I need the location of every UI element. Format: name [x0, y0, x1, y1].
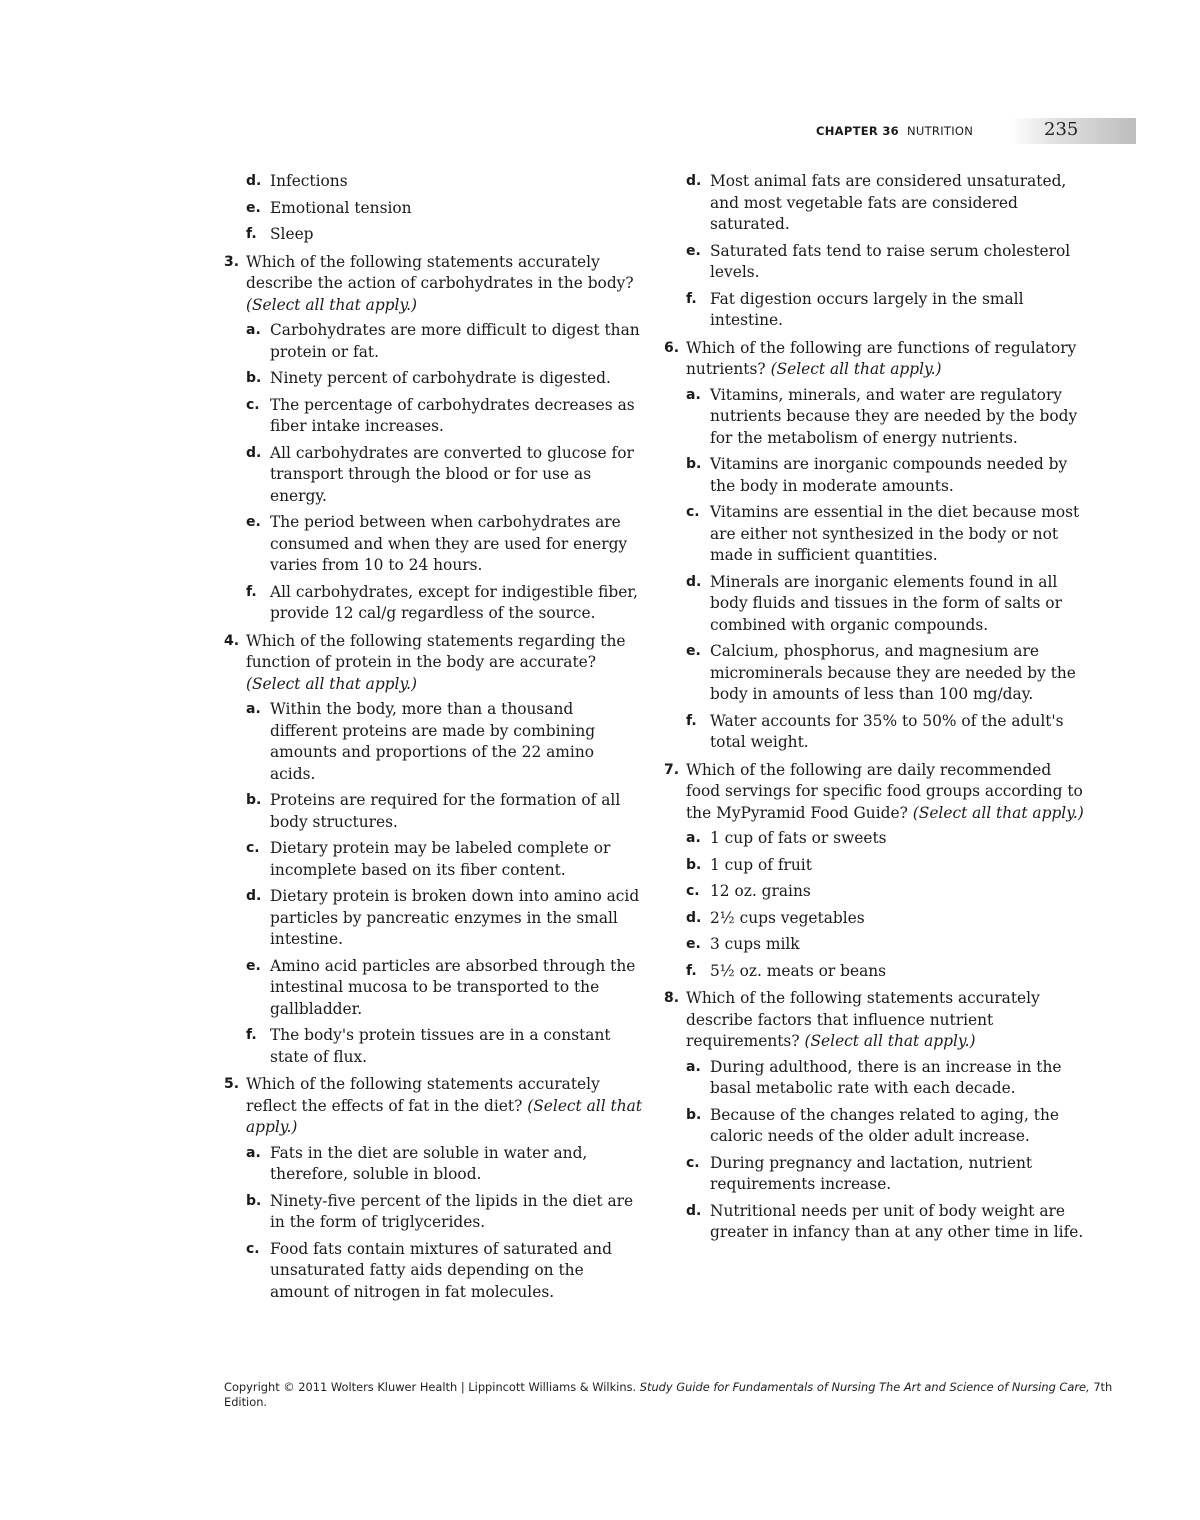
option — [224, 956, 644, 1021]
option — [664, 1105, 1084, 1148]
option-text: 1 cup of fruit — [710, 855, 812, 874]
option-letter: f. — [686, 712, 697, 729]
option-letter: e. — [246, 199, 261, 216]
option-letter: e. — [246, 957, 261, 974]
question-instruction: (Select all that apply.) — [246, 1096, 642, 1136]
option-text: Amino acid particles are absorbed through the intestinal mucosa to be transported to the gallbladder. — [270, 956, 636, 1018]
option — [224, 838, 644, 881]
option — [664, 502, 1084, 567]
option-text: During adulthood, there is an increase in the basal metabolic rate with each decade. — [710, 1057, 1062, 1097]
option-letter: f. — [686, 290, 697, 307]
option — [224, 699, 644, 785]
question-stem: Which of the following statements accurately describe the action of carbohydrates in the body? — [246, 252, 634, 292]
option-text: Infections — [270, 172, 348, 190]
copyright-footer — [224, 1380, 1124, 1410]
option — [224, 1239, 644, 1304]
question-number: 8. — [664, 990, 680, 1006]
question-stem: Which of the following are functions of regulatory nutrients? — [686, 338, 1077, 378]
option — [224, 395, 644, 438]
option-letter: a. — [686, 830, 701, 846]
option-text: Fats in the diet are soluble in water and, therefore, soluble in blood. — [270, 1143, 588, 1183]
option — [664, 881, 1084, 903]
question-stem: Which of the following statements regarding the function of protein in the body are accurate? — [246, 631, 626, 671]
option — [664, 1153, 1084, 1196]
option — [664, 171, 1084, 236]
option — [224, 1191, 644, 1234]
q2-tail-options — [224, 171, 644, 246]
question-number: 7. — [664, 761, 680, 778]
option-letter: f. — [246, 583, 257, 600]
option-text: Vitamins, minerals, and water are regulatory nutrients because they are needed by the body for the metabolism of energy nutrients. — [710, 385, 1078, 447]
question-instruction: (Select all that apply.) — [912, 803, 1084, 822]
option — [664, 241, 1084, 284]
option-letter: e. — [246, 514, 261, 530]
option — [664, 828, 1084, 850]
option — [224, 886, 644, 951]
option-letter: c. — [686, 504, 700, 520]
question-4 — [224, 631, 644, 696]
option — [224, 443, 644, 508]
option-letter: f. — [686, 962, 697, 979]
option — [664, 641, 1084, 706]
option — [664, 1201, 1084, 1244]
option-letter: b. — [686, 1106, 702, 1123]
page-number: 235 — [1044, 119, 1079, 140]
option-text: Proteins are required for the formation of all body structures. — [270, 791, 621, 831]
option — [664, 289, 1084, 332]
option-text: Dietary protein is broken down into amino acid particles by pancreatic enzymes in the small intestine. — [270, 887, 640, 948]
option-letter: d. — [686, 1202, 702, 1219]
option-letter: a. — [246, 701, 261, 717]
option-text: Minerals are inorganic elements found in all body fluids and tissues in the form of salts or combined with organic compounds. — [710, 572, 1062, 634]
option — [224, 1025, 644, 1068]
question-stem: Which of the following are daily recommended food servings for specific food groups according to the MyPyramid Food Guide? — [686, 760, 1083, 822]
option-letter: b. — [246, 370, 262, 386]
option — [664, 572, 1084, 637]
option-letter: c. — [686, 1154, 700, 1171]
option-letter: c. — [246, 396, 260, 413]
option-letter: b. — [686, 856, 702, 873]
option-letter: d. — [686, 909, 702, 926]
option-text: The body's protein tissues are in a constant state of flux. — [270, 1026, 611, 1066]
option — [664, 1057, 1084, 1100]
option-text: Nutritional needs per unit of body weight are greater in infancy than at any other time in life. — [710, 1201, 1084, 1241]
option — [664, 934, 1084, 956]
option-text: 12 oz. grains — [710, 882, 811, 900]
section-label: NUTRITION — [906, 124, 974, 138]
option-text: Saturated fats tend to raise serum cholesterol levels. — [710, 241, 1071, 281]
option-text: Calcium, phosphorus, and magnesium are microminerals because they are needed by the body in amounts of less than 100 mg/day. — [710, 642, 1076, 703]
option-text: 5½ oz. meats or beans — [710, 961, 887, 980]
left-column — [224, 171, 644, 1308]
option-letter: f. — [246, 226, 257, 242]
question-7 — [664, 760, 1084, 825]
option-letter: b. — [246, 1192, 262, 1209]
option — [224, 582, 644, 625]
option-text: Emotional tension — [270, 198, 412, 217]
chapter-heading — [816, 124, 973, 138]
option — [224, 512, 644, 577]
option-text: All carbohydrates, except for indigestible fiber, provide 12 cal/g regardless of the source. — [270, 582, 638, 622]
option-letter: d. — [246, 444, 262, 461]
option — [664, 855, 1084, 877]
option-letter: c. — [686, 883, 700, 899]
option — [224, 790, 644, 833]
option — [224, 171, 644, 193]
question-number: 3. — [224, 253, 240, 270]
question-number: 5. — [224, 1076, 240, 1092]
option — [664, 961, 1084, 983]
option-letter: e. — [686, 936, 701, 952]
option-text: Fat digestion occurs largely in the small intestine. — [710, 289, 1024, 329]
option-letter: a. — [246, 322, 261, 338]
option-text: Ninety percent of carbohydrate is digested. — [270, 369, 611, 387]
option-letter: d. — [686, 573, 702, 590]
option-text: Ninety-five percent of the lipids in the diet are in the form of triglycerides. — [270, 1191, 634, 1231]
question-8 — [664, 988, 1084, 1053]
book-title: Study Guide for Fundamentals of Nursing The Art and Science of Nursing Care, — [639, 1380, 1090, 1394]
question-3 — [224, 252, 644, 317]
option-text: 2½ cups vegetables — [710, 908, 865, 927]
option-letter: f. — [246, 1027, 257, 1043]
option-letter: b. — [246, 792, 262, 808]
option-text: 3 cups milk — [710, 935, 800, 953]
option-letter: c. — [246, 840, 260, 856]
copyright-text: Copyright © 2011 Wolters Kluwer Health | Lippincott Williams & Wilkins. — [224, 1380, 637, 1394]
option-letter: a. — [686, 1058, 701, 1075]
option-letter: a. — [246, 1144, 261, 1161]
option-text: All carbohydrates are converted to glucose for transport through the blood or for use as energy. — [270, 443, 634, 505]
option-letter: c. — [246, 1240, 260, 1257]
option-letter: d. — [686, 173, 702, 189]
option-letter: d. — [246, 173, 262, 189]
option-text: Carbohydrates are more difficult to digest than protein or fat. — [270, 321, 640, 361]
question-number: 4. — [224, 632, 240, 649]
question-stem: Which of the following statements accurately describe factors that influence nutrient requirements? — [686, 989, 1040, 1050]
option — [224, 320, 644, 363]
chapter-label: CHAPTER 36 — [816, 124, 899, 138]
option-text: Vitamins are essential in the diet because most are either not synthesized in the body or not made in sufficient quantities. — [710, 503, 1080, 564]
edition-text: 7th Edition. — [224, 1380, 1113, 1409]
question-5 — [224, 1074, 644, 1139]
option-text: Dietary protein may be labeled complete or incomplete based on its fiber content. — [270, 839, 611, 879]
option-text: Most animal fats are considered unsaturated, and most vegetable fats are considered saturated. — [710, 172, 1067, 233]
option — [664, 908, 1084, 930]
option-text: Within the body, more than a thousand different proteins are made by combining amounts and proportions of the 22 amino acids. — [270, 700, 596, 783]
option — [224, 224, 644, 246]
option — [664, 454, 1084, 497]
option-text: The percentage of carbohydrates decreases as fiber intake increases. — [270, 395, 635, 435]
option — [664, 385, 1084, 450]
question-number: 6. — [664, 339, 680, 356]
option-letter: d. — [246, 888, 262, 904]
option-letter: e. — [686, 643, 701, 659]
option-text: The period between when carbohydrates are consumed and when they are used for energy varies from 10 to 24 hours. — [270, 513, 628, 574]
question-stem: Which of the following statements accurately reflect the effects of fat in the diet? — [246, 1075, 600, 1115]
option-text: 1 cup of fats or sweets — [710, 829, 887, 847]
option — [664, 711, 1084, 754]
option — [224, 1143, 644, 1186]
question-instruction: (Select all that apply.) — [804, 1032, 976, 1050]
option-letter: e. — [686, 242, 701, 259]
option-text: Water accounts for 35% to 50% of the adult's total weight. — [710, 711, 1064, 751]
option-letter: b. — [686, 456, 702, 472]
option-letter: a. — [686, 386, 701, 403]
option-text: Food fats contain mixtures of saturated and unsaturated fatty aids depending on the amount of nitrogen in fat molecules. — [270, 1239, 612, 1301]
question-instruction: (Select all that apply.) — [246, 674, 417, 693]
option — [224, 198, 644, 220]
option-text: Because of the changes related to aging, the caloric needs of the older adult increase. — [710, 1105, 1059, 1145]
question-instruction: (Select all that apply.) — [246, 295, 417, 314]
right-column — [664, 171, 1084, 1249]
option-text: Vitamins are inorganic compounds needed by the body in moderate amounts. — [710, 455, 1068, 495]
option-text: Sleep — [270, 225, 314, 243]
question-6 — [664, 338, 1084, 381]
option — [224, 368, 644, 390]
running-header — [0, 118, 1200, 146]
option-text: During pregnancy and lactation, nutrient requirements increase. — [710, 1153, 1033, 1193]
question-instruction: (Select all that apply.) — [770, 360, 942, 378]
